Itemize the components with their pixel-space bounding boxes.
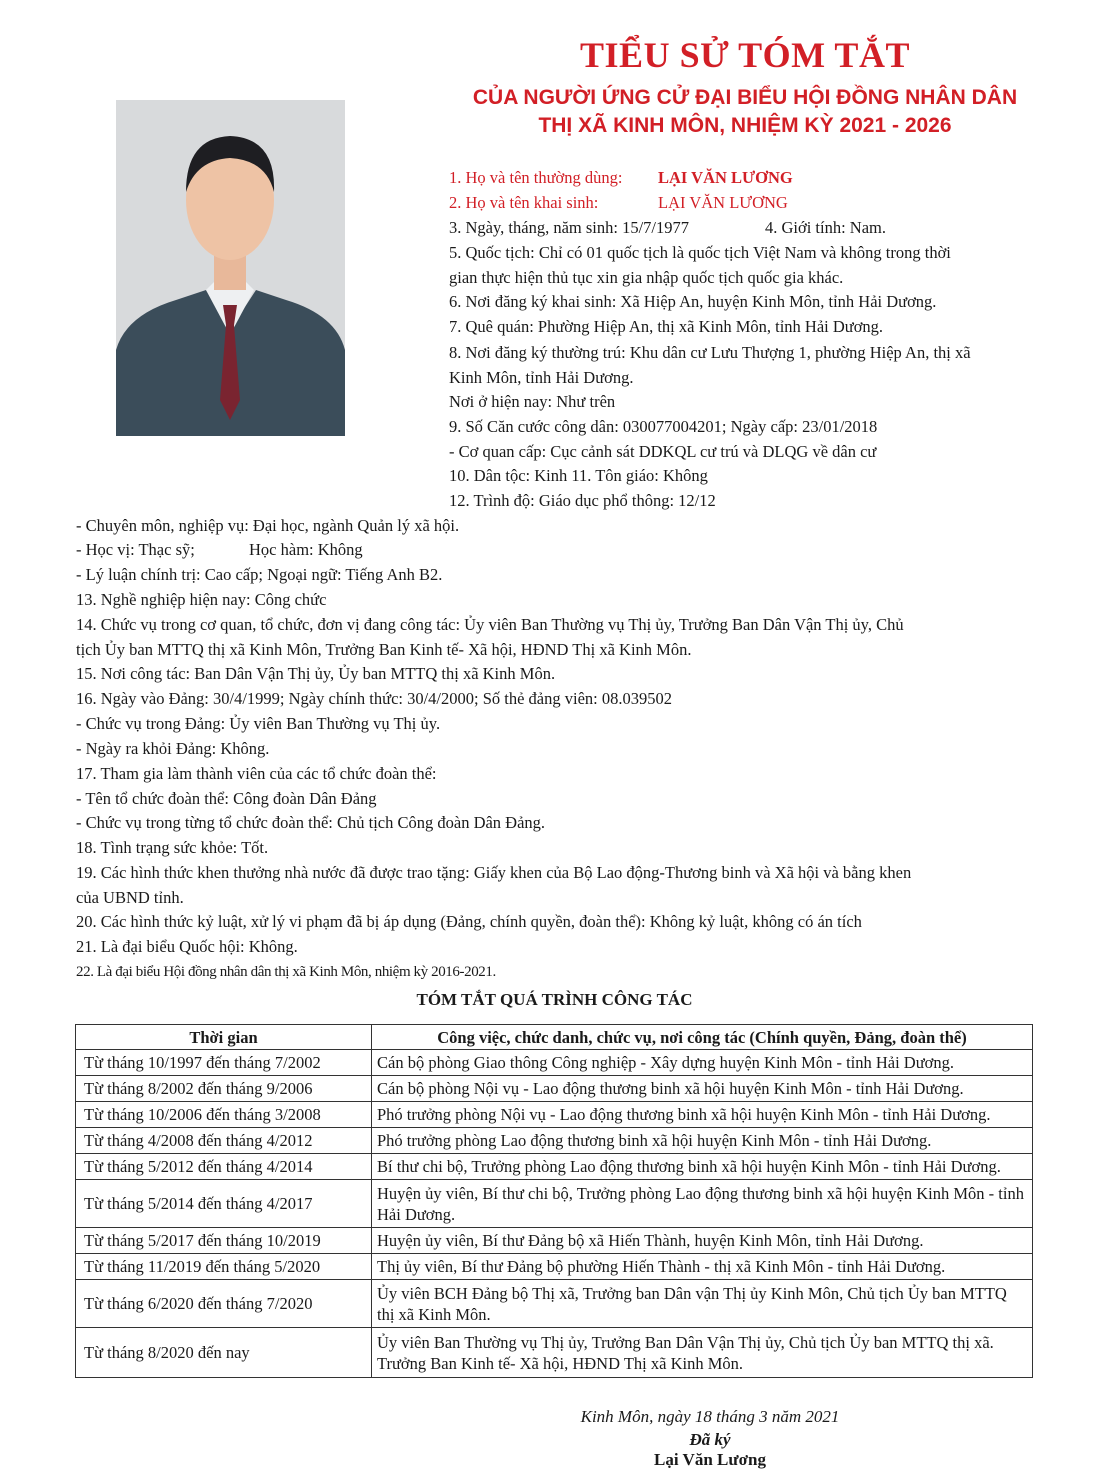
signature-place-date: Kinh Môn, ngày 18 tháng 3 năm 2021: [580, 1407, 840, 1426]
document-title: TIỂU SỬ TÓM TẮT: [580, 35, 910, 75]
bio-occupation: 13. Nghề nghiệp hiện nay: Công chức: [76, 590, 327, 609]
table-row: [76, 1102, 1033, 1128]
row-period: Từ tháng 6/2020 đến tháng 7/2020: [76, 1280, 372, 1328]
row-duty: Phó trưởng phòng Lao động thương binh xã hội huyện Kinh Môn - tỉnh Hải Dương.: [372, 1128, 1033, 1154]
bio-birth-registration: 6. Nơi đăng ký khai sinh: Xã Hiệp An, huyện Kinh Môn, tỉnh Hải Dương.: [449, 292, 937, 311]
bio-education-level: 12. Trình độ: Giáo dục phổ thông: 12/12: [449, 491, 716, 510]
row-period: Từ tháng 5/2014 đến tháng 4/2017: [76, 1180, 372, 1228]
bio-id-issuer: - Cơ quan cấp: Cục cảnh sát DDKQL cư trú và DLQG về dân cư: [449, 442, 877, 461]
work-history-table: [75, 1024, 1033, 1378]
bio-discipline: 20. Các hình thức kỷ luật, xử lý vi phạm đã bị áp dụng (Đảng, chính quyền, đoàn thể): Không kỷ luật, không có án tích: [76, 912, 862, 931]
bio-specialty: - Chuyên môn, nghiệp vụ: Đại học, ngành Quản lý xã hội.: [76, 516, 460, 535]
bio-council-member: 22. Là đại biểu Hội đồng nhân dân thị xã Kinh Môn, nhiệm kỳ 2016-2021.: [76, 964, 496, 980]
row-period: Từ tháng 8/2020 đến nay: [76, 1328, 372, 1378]
bio-political-theory: - Lý luận chính trị: Cao cấp; Ngoại ngữ: Tiếng Anh B2.: [76, 565, 443, 584]
signature-name: Lại Văn Lương: [654, 1450, 766, 1469]
bio-degree: - Học vị: Thạc sỹ;: [76, 540, 195, 559]
row-duty: Bí thư chi bộ, Trưởng phòng Lao động thương binh xã hội huyện Kinh Môn - tỉnh Hải Dương.: [372, 1154, 1033, 1180]
row-duty: Ủy viên Ban Thường vụ Thị ủy, Trưởng Ban Dân Vận Thị ủy, Chủ tịch Ủy ban MTTQ thị xã. Trưởng Ban Kinh tế- Xã hội, HĐND Thị xã Kinh Môn.: [372, 1328, 1033, 1378]
bio-national-assembly: 21. Là đại biểu Quốc hội: Không.: [76, 937, 298, 956]
table-row: [76, 1254, 1033, 1280]
bio-health: 18. Tình trạng sức khỏe: Tốt.: [76, 838, 269, 857]
bio-birth-name-value: LẠI VĂN LƯƠNG: [658, 193, 788, 212]
row-duty: Ủy viên BCH Đảng bộ Thị xã, Trưởng ban Dân vận Thị ủy Kinh Môn, Chủ tịch Ủy ban MTTQ thị xã Kinh Môn.: [372, 1280, 1033, 1328]
header-duties: Công việc, chức danh, chức vụ, nơi công tác (Chính quyền, Đảng, đoàn thể): [372, 1025, 1033, 1050]
row-duty: Huyện ủy viên, Bí thư chi bộ, Trưởng phòng Lao động thương binh xã hội huyện Kinh Môn - tỉnh Hải Dương.: [372, 1180, 1033, 1228]
bio-id-card: 9. Số Căn cước công dân: 030077004201; Ngày cấp: 23/01/2018: [449, 417, 878, 436]
row-period: Từ tháng 10/1997 đến tháng 7/2002: [76, 1050, 372, 1076]
row-period: Từ tháng 11/2019 đến tháng 5/2020: [76, 1254, 372, 1280]
bio-party-position: - Chức vụ trong Đảng: Ủy viên Ban Thường vụ Thị ủy.: [76, 714, 441, 733]
table-row: [76, 1154, 1033, 1180]
bio-birth-name-label: 2. Họ và tên khai sinh:: [449, 193, 599, 212]
bio-residence-1: 8. Nơi đăng ký thường trú: Khu dân cư Lưu Thượng 1, phường Hiệp An, thị xã: [449, 343, 971, 362]
table-row: [76, 1328, 1033, 1378]
bio-residence-2: Kinh Môn, tỉnh Hải Dương.: [449, 368, 634, 387]
table-row: [76, 1128, 1033, 1154]
bio-ethnicity-religion: 10. Dân tộc: Kinh 11. Tôn giáo: Không: [449, 466, 708, 485]
work-history-title: TÓM TẮT QUÁ TRÌNH CÔNG TÁC: [416, 990, 693, 1009]
bio-awards-1: 19. Các hình thức khen thưởng nhà nước đã được trao tặng: Giấy khen của Bộ Lao động-Thương binh và Xã hội và bằng khen: [76, 863, 912, 882]
bio-party-join: 16. Ngày vào Đảng: 30/4/1999; Ngày chính thức: 30/4/2000; Số thẻ đảng viên: 08.039502: [76, 689, 672, 708]
bio-current-address: Nơi ở hiện nay: Như trên: [449, 392, 616, 411]
bio-workplace: 15. Nơi công tác: Ban Dân Vận Thị ủy, Ủy ban MTTQ thị xã Kinh Môn.: [76, 664, 556, 683]
candidate-portrait-photo: [116, 100, 345, 436]
row-duty: Phó trưởng phòng Nội vụ - Lao động thương binh xã hội huyện Kinh Môn - tỉnh Hải Dương.: [372, 1102, 1033, 1128]
bio-nationality-1: 5. Quốc tịch: Chỉ có 01 quốc tịch là quốc tịch Việt Nam và không trong thời: [449, 243, 951, 262]
row-period: Từ tháng 8/2002 đến tháng 9/2006: [76, 1076, 372, 1102]
bio-hometown: 7. Quê quán: Phường Hiệp An, thị xã Kinh Môn, tỉnh Hải Dương.: [449, 317, 884, 336]
bio-birthdate: 3. Ngày, tháng, năm sinh: 15/7/1977: [449, 218, 689, 237]
table-header-row: [76, 1025, 1033, 1050]
row-period: Từ tháng 5/2012 đến tháng 4/2014: [76, 1154, 372, 1180]
table-row: [76, 1180, 1033, 1228]
table-row: [76, 1050, 1033, 1076]
bio-academic-title: Học hàm: Không: [249, 540, 363, 559]
document-subtitle-1: CỦA NGƯỜI ỨNG CỬ ĐẠI BIỂU HỘI ĐỒNG NHÂN DÂN: [472, 86, 1018, 109]
row-duty: Thị ủy viên, Bí thư Đảng bộ phường Hiến Thành - thị xã Kinh Môn - tỉnh Hải Dương.: [372, 1254, 1033, 1280]
row-duty: Huyện ủy viên, Bí thư Đảng bộ xã Hiến Thành, huyện Kinh Môn, tỉnh Hải Dương.: [372, 1228, 1033, 1254]
table-row: [76, 1076, 1033, 1102]
table-row: [76, 1280, 1033, 1328]
row-duty: Cán bộ phòng Nội vụ - Lao động thương binh xã hội huyện Kinh Môn - tỉnh Hải Dương.: [372, 1076, 1033, 1102]
row-period: Từ tháng 10/2006 đến tháng 3/2008: [76, 1102, 372, 1128]
bio-position-2: tịch Ủy ban MTTQ thị xã Kinh Môn, Trưởng Ban Kinh tế- Xã hội, HĐND Thị xã Kinh Môn.: [76, 640, 692, 659]
table-row: [76, 1228, 1033, 1254]
document-subtitle-2: THỊ XÃ KINH MÔN, NHIỆM KỲ 2021 - 2026: [538, 114, 952, 137]
bio-position-1: 14. Chức vụ trong cơ quan, tổ chức, đơn vị đang công tác: Ủy viên Ban Thường vụ Thị ủy, Trưởng Ban Dân Vận Thị ủy, Chủ: [76, 615, 904, 634]
bio-organizations: 17. Tham gia làm thành viên của các tổ chức đoàn thể:: [76, 764, 437, 783]
bio-organization-role: - Chức vụ trong từng tổ chức đoàn thể: Chủ tịch Công đoàn Dân Đảng.: [76, 813, 546, 832]
bio-awards-2: của UBND tỉnh.: [76, 888, 184, 907]
row-duty: Cán bộ phòng Giao thông Công nghiệp - Xây dựng huyện Kinh Môn - tỉnh Hải Dương.: [372, 1050, 1033, 1076]
bio-common-name-value: LẠI VĂN LƯƠNG: [658, 168, 793, 187]
bio-organization-name: - Tên tổ chức đoàn thể: Công đoàn Dân Đảng: [76, 789, 377, 808]
header-period: Thời gian: [76, 1025, 372, 1050]
bio-party-leave: - Ngày ra khỏi Đảng: Không.: [76, 739, 270, 758]
bio-common-name-label: 1. Họ và tên thường dùng:: [449, 168, 623, 187]
row-period: Từ tháng 5/2017 đến tháng 10/2019: [76, 1228, 372, 1254]
row-period: Từ tháng 4/2008 đến tháng 4/2012: [76, 1128, 372, 1154]
signature-signed: Đã ký: [689, 1430, 731, 1449]
bio-gender: 4. Giới tính: Nam.: [765, 218, 887, 237]
bio-nationality-2: gian thực hiện thủ tục xin gia nhập quốc tịch quốc gia khác.: [449, 268, 844, 287]
